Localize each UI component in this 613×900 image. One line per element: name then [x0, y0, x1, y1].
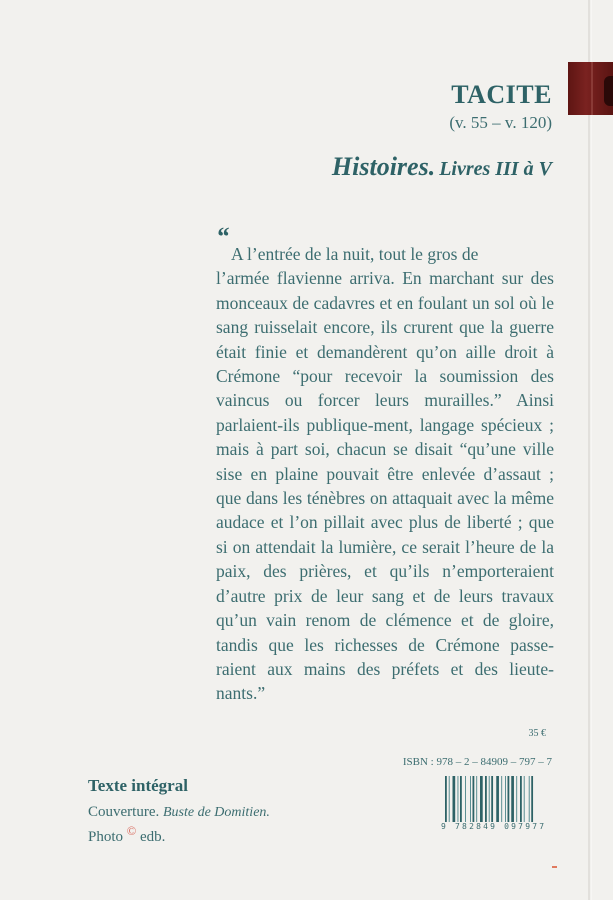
- credit-owner: edb.: [140, 829, 166, 845]
- spine-color-block: [568, 62, 613, 115]
- barcode-bar: [473, 776, 475, 822]
- excerpt-text: [216, 242, 554, 706]
- barcode-bar: [511, 776, 514, 822]
- author-name: TACITE: [451, 80, 552, 109]
- credit-prefix: Couverture.: [88, 804, 160, 820]
- isbn: ISBN : 978 – 2 – 84909 – 797 – 7: [402, 756, 552, 768]
- barcode-bar: [485, 776, 487, 822]
- barcode: [441, 776, 561, 834]
- barcode-bar: [460, 776, 462, 822]
- barcode-bar: [508, 776, 510, 822]
- excerpt-first-line: A l’entrée de la nuit, tout le gros de: [231, 244, 479, 264]
- barcode-bar: [458, 776, 459, 822]
- barcode-bars: [441, 776, 561, 822]
- barcode-bar: [505, 776, 506, 822]
- barcode-bar: [520, 776, 522, 822]
- barcode-bar: [449, 776, 450, 822]
- credit-photo-label: Photo: [88, 829, 124, 845]
- opening-quote-mark: “: [216, 222, 229, 251]
- barcode-bar: [501, 776, 502, 822]
- excerpt-body: l’armée flavienne arriva. En marchant sur des monceaux de cadavres et en foulant un sol où le sang ruisselait encore, ils crurent que la guerre était finie et demandèrent qu’on aille droit à Crémone “pour recevoir la soumission des vaincus ou forcer leurs murailles.” Ainsi parlaient-ils publique-ment, langage spécieux ; mais à part soi, chacun se disait “qu’une ville sise en plaine pouvait être enlevée d’assaut ; que dans les ténèbres on attaquait avec la même audace et l’on pillait avec plus de liberté ; que si on attendait la lumière, ce serait l’heure de la paix, des prières, et qu’ils n’emporteraient d’autre prix de leur sang et de leurs travaux qu’un vain renom de clémence et de gloire, tandis que les richesses de Crémone passe-raient aux mains des préfets et des lieute-nants.”: [216, 268, 554, 704]
- barcode-bar: [480, 776, 483, 822]
- author-dates: (v. 55 – v. 120): [449, 113, 552, 132]
- price: 35 €: [528, 728, 546, 739]
- spine-fold-highlight: [591, 0, 592, 900]
- barcode-digits: 9 782849 097977: [441, 822, 547, 831]
- barcode-bar: [453, 776, 456, 822]
- barcode-bar: [516, 776, 517, 822]
- barcode-bar: [529, 776, 530, 822]
- barcode-bar: [489, 776, 490, 822]
- unabridged-label: Texte intégral: [88, 776, 188, 795]
- copyright-symbol: ©: [126, 824, 137, 838]
- print-mark: [552, 866, 557, 868]
- barcode-bar: [496, 776, 499, 822]
- barcode-bar: [470, 776, 471, 822]
- spine-block-letter-fragment: [604, 76, 613, 106]
- spine-block-crease: [591, 62, 593, 115]
- barcode-bar: [476, 776, 477, 822]
- cover-credit: [88, 803, 270, 847]
- credit-subject: Buste de Domitien.: [162, 805, 270, 820]
- book-title-volumes: Livres III à V: [439, 158, 552, 180]
- spine-fold-line: [588, 0, 590, 900]
- book-title-main: Histoires.: [331, 152, 436, 181]
- book-title: [332, 152, 552, 182]
- barcode-bar: [491, 776, 493, 822]
- barcode-bar: [445, 776, 447, 822]
- barcode-bar: [531, 776, 533, 822]
- barcode-bar: [465, 776, 466, 822]
- barcode-bar: [524, 776, 525, 822]
